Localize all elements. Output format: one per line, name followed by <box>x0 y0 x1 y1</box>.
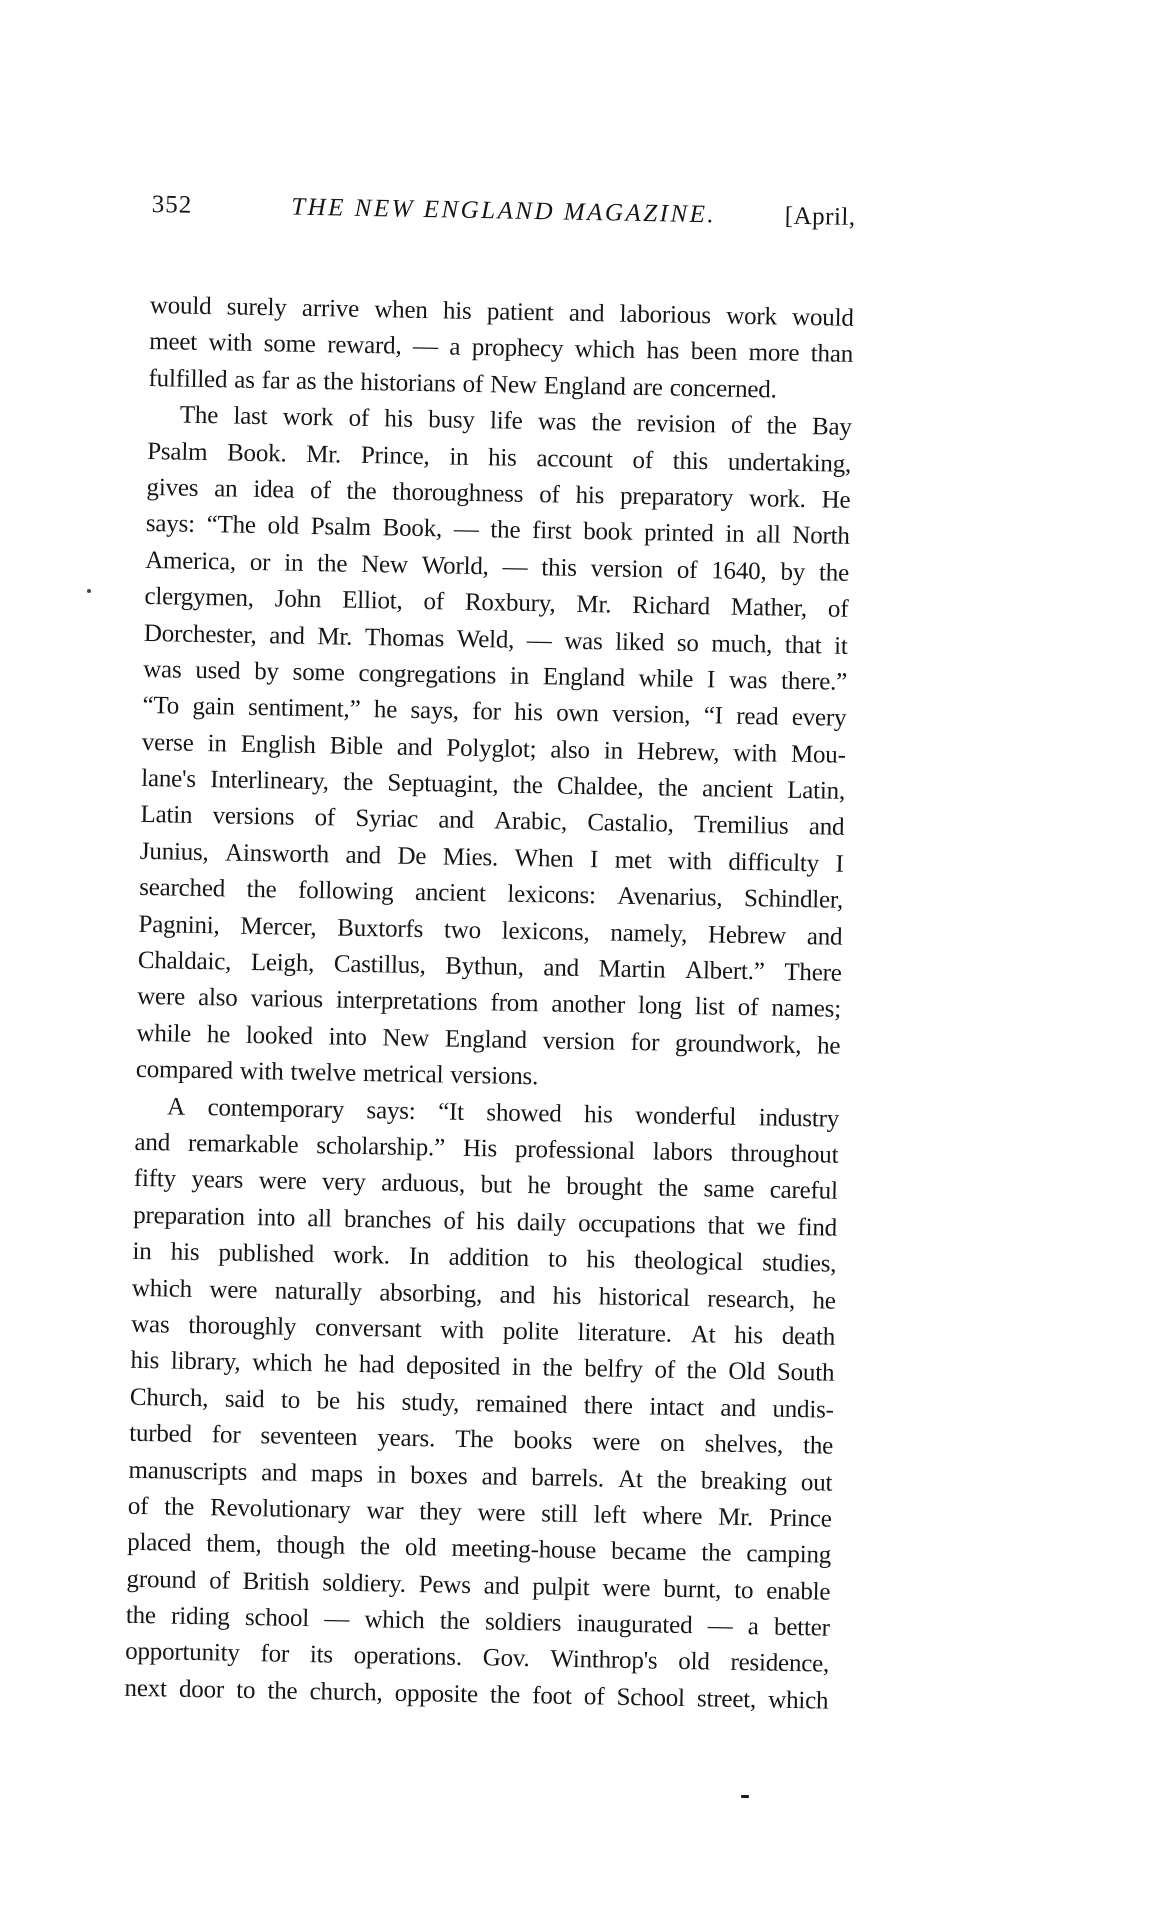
text-line: searched the following ancient lexicons: Avenarius, Schindler, <box>138 874 844 915</box>
text-line: The last work of his busy life was the revision of the Bay <box>179 401 852 442</box>
text-line: America, or in the New World, — this version of 1640, by the <box>144 546 850 587</box>
body-text <box>124 292 854 1724</box>
text-line: of the Revolutionary war they were still left where Mr. Prince <box>127 1492 832 1533</box>
text-line: was used by some congregations in England while I was there.” <box>142 655 848 696</box>
text-line: were also various interpretations from another long list of names; <box>136 983 842 1024</box>
text-line: and remarkable scholarship.” His professional labors throughout <box>134 1128 839 1169</box>
journal-title: THE NEW ENGLAND MAGAZINE. <box>290 193 717 229</box>
text-line: manuscripts and maps in boxes and barrels. At the breaking out <box>128 1456 833 1497</box>
text-line: Latin versions of Syriac and Arabic, Castalio, Tremilius and <box>140 801 845 842</box>
text-line: Church, said to be his study, remained there intact and undis- <box>129 1383 835 1424</box>
page-number: 352 <box>151 190 193 219</box>
text-line: the riding school — which the soldiers inaugurated — a better <box>125 1601 830 1642</box>
text-line: Pagnini, Mercer, Buxtorfs two lexicons, namely, Hebrew and <box>138 910 843 951</box>
text-line: fifty years were very arduous, but he brought the same careful <box>133 1165 838 1206</box>
text-line: turbed for seventeen years. The books were on shelves, the <box>128 1419 834 1460</box>
scan-artifact-dash <box>741 1795 749 1798</box>
text-line: Dorchester, and Mr. Thomas Weld, — was liked so much, that it <box>143 619 848 660</box>
page-content <box>124 190 856 1724</box>
text-line: while he looked into New England version for groundwork, he <box>136 1019 841 1060</box>
issue-date: [April, <box>784 202 856 231</box>
text-line: meet with some reward, — a prophecy which has been more than <box>148 328 854 369</box>
text-line: his library, which he had deposited in the belfry of the Old South <box>130 1347 835 1388</box>
text-line: would surely arrive when his patient and laborious work would <box>149 291 854 332</box>
text-line: ground of British soldiery. Pews and pulpit were burnt, to enable <box>126 1565 831 1606</box>
text-line: says: “The old Psalm Book, — the first book printed in all North <box>145 510 850 551</box>
text-line: opportunity for its operations. Gov. Winthrop's old residence, <box>124 1638 830 1679</box>
running-header <box>151 190 855 233</box>
text-line: verse in English Bible and Polyglot; also in Hebrew, with Mou- <box>141 728 846 769</box>
text-line: Chaldaic, Leigh, Castillus, Bythun, and Martin Albert.” There <box>137 946 842 987</box>
text-line: preparation into all branches of his daily occupations that we find <box>132 1201 838 1242</box>
scan-artifact-dot <box>87 589 91 593</box>
text-line: Psalm Book. Mr. Prince, in his account of this undertaking, <box>146 437 852 478</box>
text-line: lane's Interlineary, the Septuagint, the Chaldee, the ancient Latin, <box>140 764 846 805</box>
text-line: A contemporary says: “It showed his wonderful industry <box>166 1093 840 1133</box>
text-line: which were naturally absorbing, and his historical research, he <box>131 1274 836 1315</box>
text-line: in his published work. In addition to his theological studies, <box>132 1237 837 1278</box>
text-line: placed them, though the old meeting-house became the camping <box>126 1529 832 1569</box>
text-line: gives an idea of the thoroughness of his preparatory work. He <box>146 473 851 514</box>
text-line: was thoroughly conversant with polite literature. At his death <box>130 1310 836 1351</box>
text-line: “To gain sentiment,” he says, for his own version, “I read every <box>142 692 847 733</box>
text-line: fulfilled as far as the historians of New England are concerned. <box>148 364 777 404</box>
text-line: clergymen, John Elliot, of Roxbury, Mr. Richard Mather, of <box>144 583 849 623</box>
text-line: next door to the church, opposite the foot of School street, which <box>124 1674 829 1715</box>
text-line: compared with twelve metrical versions. <box>135 1056 539 1091</box>
text-line: Junius, Ainsworth and De Mies. When I met with difficulty I <box>139 837 844 878</box>
